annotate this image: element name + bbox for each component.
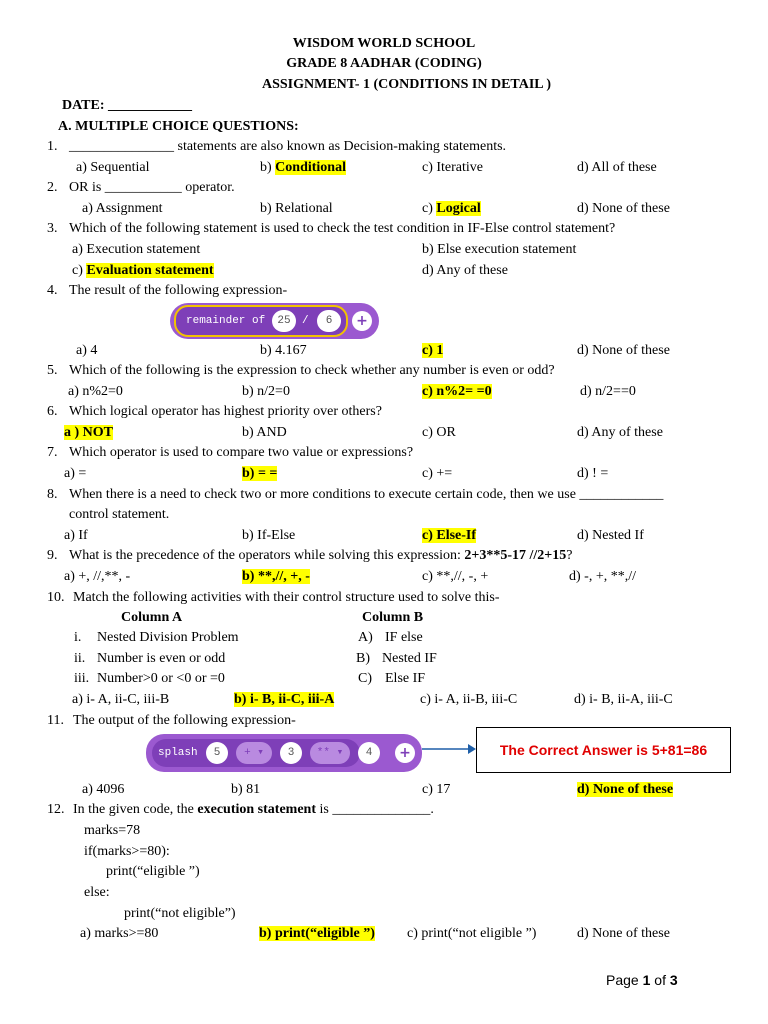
section-title: A. MULTIPLE CHOICE QUESTIONS: [58,119,299,134]
q6-text: Which logical operator has highest priority over others? [69,404,382,419]
q3-option-a: a) Execution statement [72,242,201,257]
block-value-2: 3 [280,742,302,764]
q11-text: The output of the following expression- [73,713,296,728]
q6-option-d: d) Any of these [577,425,663,440]
q7-option-b [242,465,277,483]
q7-answer: b) = = [242,466,278,481]
q11-option-d [577,781,673,799]
q10-text: Match the following activities with their control structure used to solve this- [73,590,500,605]
add-icon: + [352,311,372,331]
match-right-item: IF else [385,630,423,645]
q6-number: 6. [47,404,58,419]
q8-option-b: b) If-Else [242,528,296,543]
q12-answer: b) print(“eligible ”) [259,926,375,941]
q6-option-a [64,424,113,442]
block-operator-dropdown[interactable]: + ▾ [236,742,272,764]
code-line: if(marks>=80): [84,844,170,859]
column-b-header: Column B [362,610,424,625]
q2-option-c: c) Logical [422,201,481,216]
match-left-item: Number is even or odd [97,651,226,666]
q12-number: 12. [47,802,65,817]
correct-answer-note: The Correct Answer is 5+81=86 [476,727,731,773]
q11-option-b: b) 81 [231,782,261,797]
q12-option-c: c) print(“not eligible ”) [407,926,537,941]
column-a-header: Column A [121,610,183,625]
date-line: DATE: ____________ [62,98,193,113]
assignment-title: ASSIGNMENT- 1 (CONDITIONS IN DETAIL ) [262,77,552,92]
q7-text: Which operator is used to compare two value or expressions? [69,445,414,460]
q12-option-a: a) marks>=80 [80,926,159,941]
match-left-num: ii. [74,651,86,666]
q8-option-d: d) Nested If [577,528,644,543]
q12-option-b [259,925,375,943]
q9-number: 9. [47,548,58,563]
q8-text: When there is a need to check two or more conditions to execute certain code, then we use ____________ [69,487,664,502]
q1-number: 1. [47,139,58,154]
q11-answer: d) None of these [577,782,674,797]
block-value-1: 25 [272,310,296,332]
page-indicator: Page 1 of 3 [606,972,678,988]
q7-option-a: a) = [64,466,87,481]
q1-option-b: b) Conditional [260,160,346,175]
match-right-item: Else IF [385,671,426,686]
code-block-remainder [170,303,379,339]
q9-option-a: a) +, //,**, - [64,569,131,584]
block-label: splash [158,747,198,759]
q5-text: Which of the following is the expression to check whether any number is even or odd? [69,363,555,378]
match-left-num: iii. [74,671,90,686]
q9-expression: 2+3**5-17 //2+15 [464,548,567,563]
q10-number: 10. [47,590,65,605]
q10-answer: b) i- B, ii-C, iii-A [234,692,335,707]
q4-option-d: d) None of these [577,343,670,358]
code-block-splash [146,734,422,772]
q10-option-a: a) i- A, ii-C, iii-B [72,692,170,707]
q2-answer: Logical [436,201,481,216]
match-right-item: Nested IF [382,651,437,666]
q12-text: In the given code, the execution statement is ______________. [73,802,434,817]
q5-option-b: b) n/2=0 [242,384,290,399]
q11-option-c: c) 17 [422,782,451,797]
q7-option-d: d) ! = [577,466,609,481]
q11-number: 11. [47,713,64,728]
block-value-3: 4 [358,742,380,764]
q8-text-cont: control statement. [69,507,170,522]
q9-option-b [242,568,310,586]
q4-number: 4. [47,283,58,298]
q3-number: 3. [47,221,58,236]
code-line: marks=78 [84,823,141,838]
q3-answer: Evaluation statement [86,263,214,278]
q9-text: What is the precedence of the operators while solving this expression: 2+3**5-17 //2+15? [69,548,573,563]
q1-option-d: d) All of these [577,160,657,175]
q10-option-d: d) i- B, ii-A, iii-C [574,692,673,707]
match-right-num: B) [356,651,370,666]
grade-title: GRADE 8 AADHAR (CODING) [286,56,482,71]
q6-option-c: c) OR [422,425,456,440]
block-operator: / [302,315,309,327]
q9-answer: b) **,//, +, - [242,569,310,584]
q5-option-d: d) n/2==0 [580,384,636,399]
q8-option-a: a) If [64,528,88,543]
q5-option-c [422,383,492,401]
q4-answer: c) 1 [422,343,444,358]
q8-answer: c) Else-If [422,528,477,543]
q12-option-d: d) None of these [577,926,670,941]
code-line: else: [84,885,110,900]
code-line: print(“not eligible”) [124,906,236,921]
q3-option-d: d) Any of these [422,263,508,278]
q10-option-c: c) i- A, ii-B, iii-C [420,692,518,707]
match-left-item: Nested Division Problem [97,630,239,645]
match-right-num: C) [358,671,372,686]
q4-option-b: b) 4.167 [260,343,307,358]
q2-option-d: d) None of these [577,201,670,216]
q5-answer: c) n%2= =0 [422,384,492,399]
q8-number: 8. [47,487,58,502]
add-icon: + [395,743,415,763]
match-right-num: A) [358,630,373,645]
q9-option-c: c) **,//, -, + [422,569,489,584]
q7-option-c: c) += [422,466,453,481]
q4-option-c [422,342,443,360]
q4-option-a: a) 4 [76,343,98,358]
q2-option-b: b) Relational [260,201,333,216]
arrow-icon [420,742,478,756]
q3-text: Which of the following statement is used to check the test condition in IF-Else control statement? [69,221,616,236]
q5-option-a: a) n%2=0 [68,384,123,399]
q4-text: The result of the following expression- [69,283,288,298]
q2-option-a: a) Assignment [82,201,163,216]
block-operator-dropdown[interactable]: ** ▾ [310,742,350,764]
q3-option-c: c) Evaluation statement [72,263,214,278]
q2-text: OR is ___________ operator. [69,180,235,195]
q6-option-b: b) AND [242,425,287,440]
q10-option-b [234,691,334,709]
q1-answer: Conditional [275,160,346,175]
q2-number: 2. [47,180,58,195]
block-value-2: 6 [317,310,341,332]
code-line: print(“eligible ”) [106,864,200,879]
q6-answer: a ) NOT [64,425,113,440]
match-left-num: i. [74,630,82,645]
school-name: WISDOM WORLD SCHOOL [292,36,476,51]
match-left-item: Number>0 or <0 or =0 [97,671,225,686]
block-label: remainder of [186,315,266,327]
block-value-1: 5 [206,742,228,764]
q11-option-a: a) 4096 [82,782,125,797]
q1-option-a: a) Sequential [76,160,150,175]
q1-option-c: c) Iterative [422,160,484,175]
q7-number: 7. [47,445,58,460]
q3-option-b: b) Else execution statement [422,242,577,257]
q5-number: 5. [47,363,58,378]
q1-text: _______________ statements are also known as Decision-making statements. [69,139,507,154]
q8-option-c [422,527,476,545]
q9-option-d: d) -, +, **,// [569,569,636,584]
